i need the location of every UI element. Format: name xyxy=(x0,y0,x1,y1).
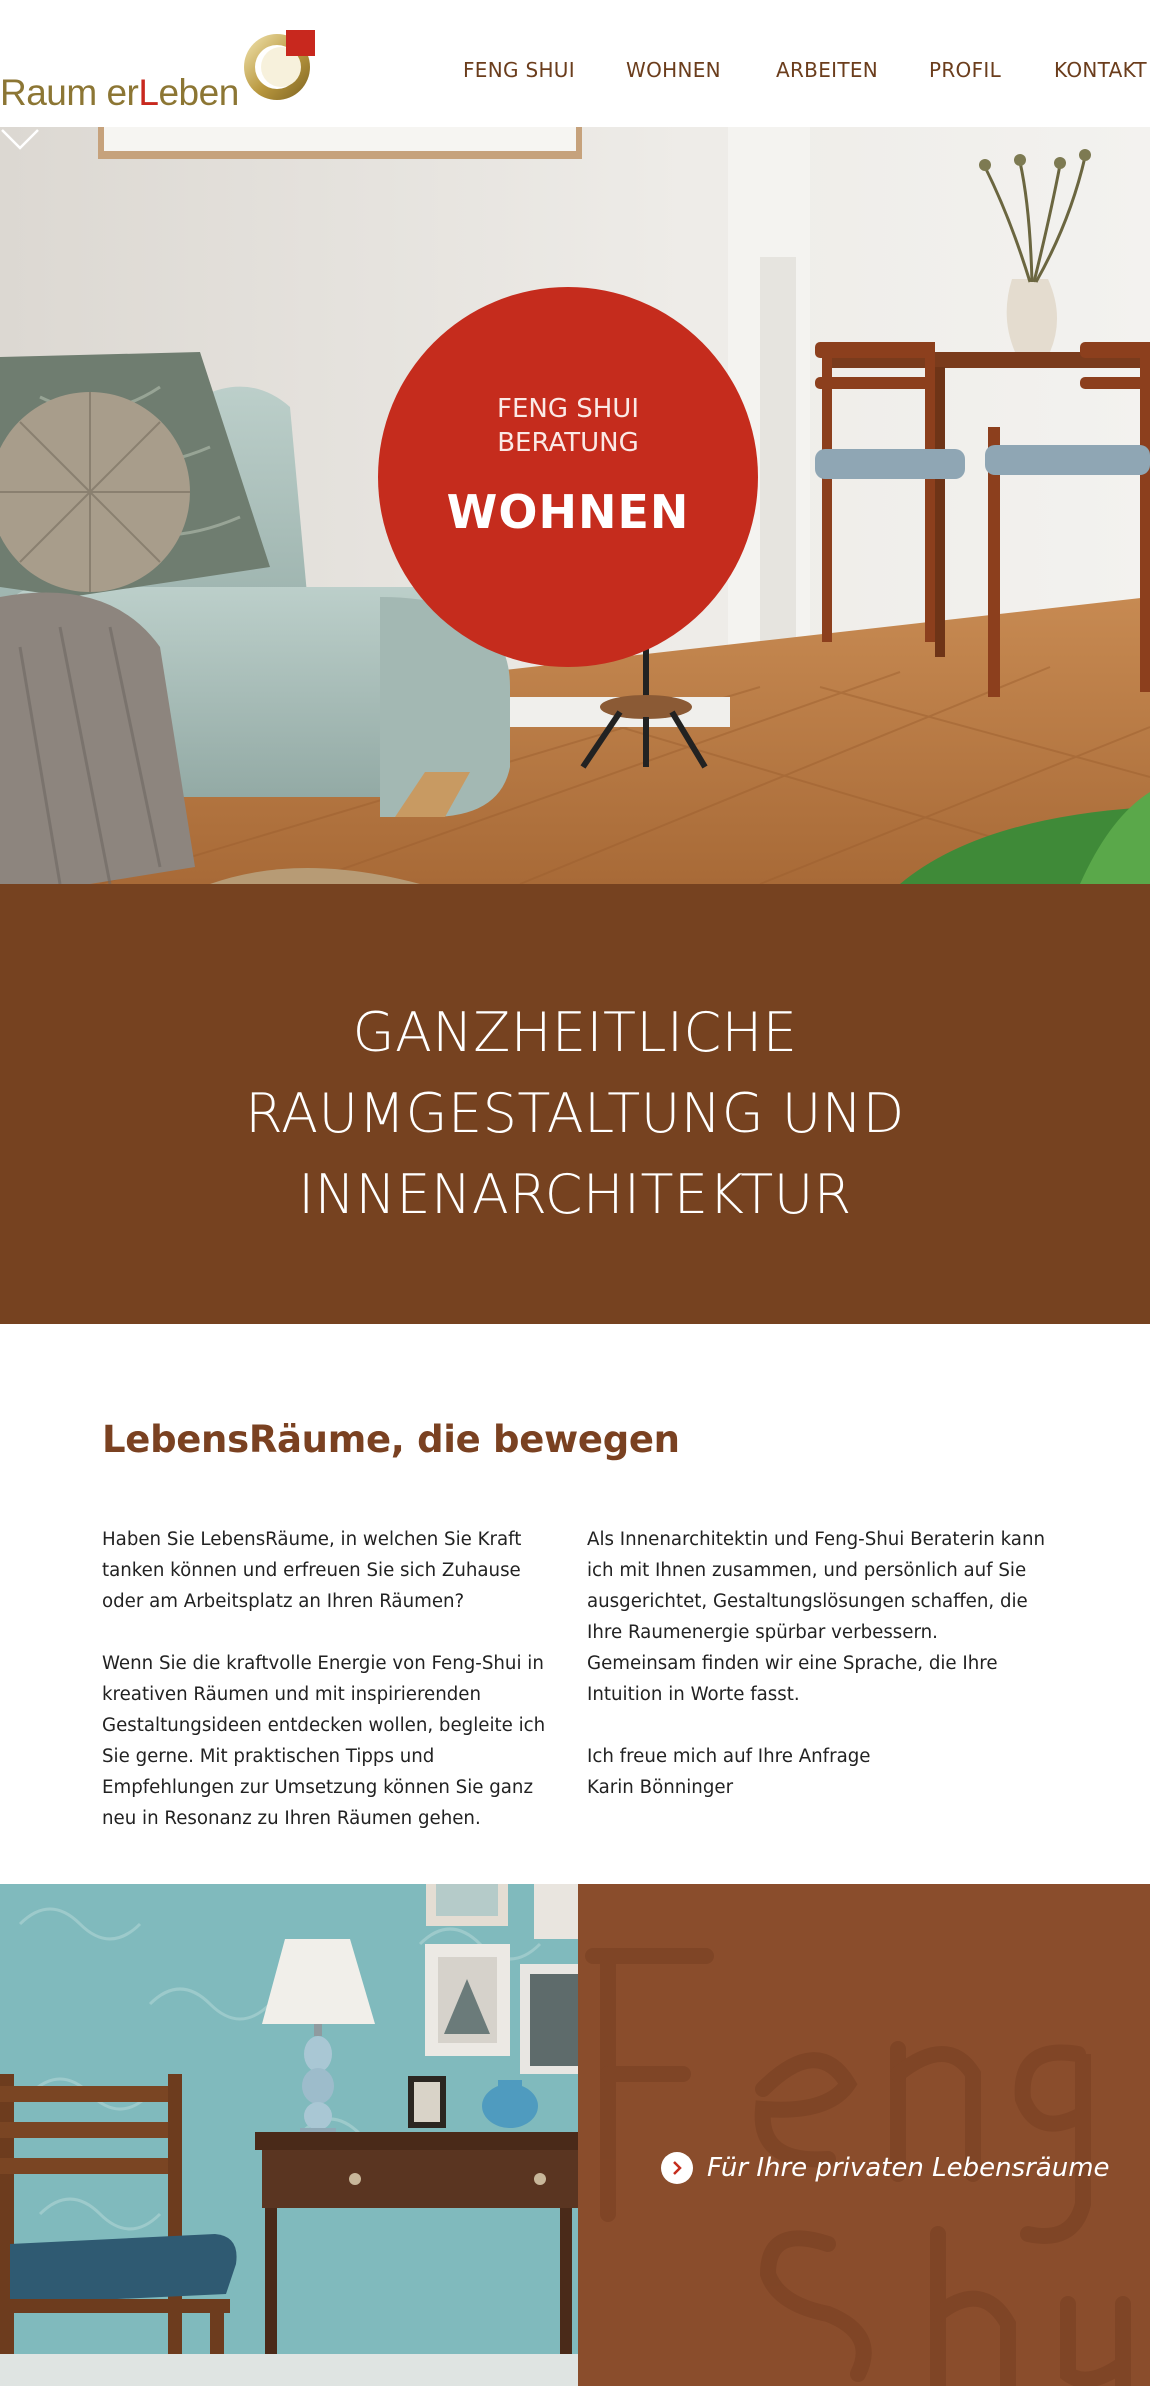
intro-column-left xyxy=(102,1524,557,1865)
tagline-banner xyxy=(0,884,1150,1324)
chevron-down-icon[interactable] xyxy=(0,127,40,151)
teaser-image xyxy=(0,1884,578,2386)
hero-title: WOHNEN xyxy=(446,485,690,539)
teaser-link-label: Für Ihre privaten Lebensräume xyxy=(707,2153,1110,2183)
feng-shui-watermark-icon xyxy=(578,1884,1150,2386)
intro-column-right xyxy=(587,1524,1047,1803)
intro-paragraph: Haben Sie LebensRäume, in welchen Sie Kraft tanken können und erfreuen Sie sich Zuhause oder am Arbeitsplatz an Ihren Räumen? xyxy=(102,1529,522,1612)
nav-item-profil[interactable]: PROFIL xyxy=(929,58,1002,82)
intro-paragraph: Wenn Sie die kraftvolle Energie von Feng-Shui in kreativen Räumen und mit inspirierenden Gestaltungsideen entdecken wollen, begleite ich Sie gerne. Mit praktischen Tipps und Empfehlungen zur Umsetzung können Sie ganz neu in Resonanz zu Ihren Räumen gehen. xyxy=(102,1653,546,1829)
site-header xyxy=(0,0,1150,127)
intro-section xyxy=(0,1324,1150,1884)
nav-item-arbeiten[interactable]: ARBEITEN xyxy=(776,58,879,82)
teaser-photo xyxy=(0,1884,578,2386)
teaser-panel xyxy=(578,1884,1150,2386)
tagline-heading: GANZHEITLICHE RAUMGESTALTUNG UND INNENARCHITEKTUR xyxy=(245,1001,905,1226)
intro-heading: LebensRäume, die bewegen xyxy=(102,1418,680,1461)
nav-item-wohnen[interactable]: WOHNEN xyxy=(626,58,721,82)
hero-section xyxy=(0,127,1150,884)
chevron-right-icon xyxy=(661,2152,693,2184)
main-nav xyxy=(0,58,1150,88)
intro-signature: Ich freue mich auf Ihre Anfrage Karin Bönninger xyxy=(587,1746,871,1798)
nav-item-kontakt[interactable]: KONTAKT xyxy=(1054,58,1147,82)
intro-paragraph: Als Innenarchitektin und Feng-Shui Beraterin kann ich mit Ihnen zusammen, und persönlich auf Sie ausgerichtet, Gestaltungslösungen schaffen, die Ihre Raumenergie spürbar verbessern. Gemeinsam finden wir eine Sprache, die Ihre Intuition in Worte fasst. xyxy=(587,1529,1045,1705)
hero-badge xyxy=(378,287,758,667)
teaser-link-private-spaces[interactable] xyxy=(661,2148,1110,2188)
logo-text: Raum erLeben xyxy=(0,72,239,113)
hero-subtitle: FENG SHUI BERATUNG xyxy=(497,394,639,458)
nav-item-feng-shui[interactable]: FENG SHUI xyxy=(463,58,575,82)
